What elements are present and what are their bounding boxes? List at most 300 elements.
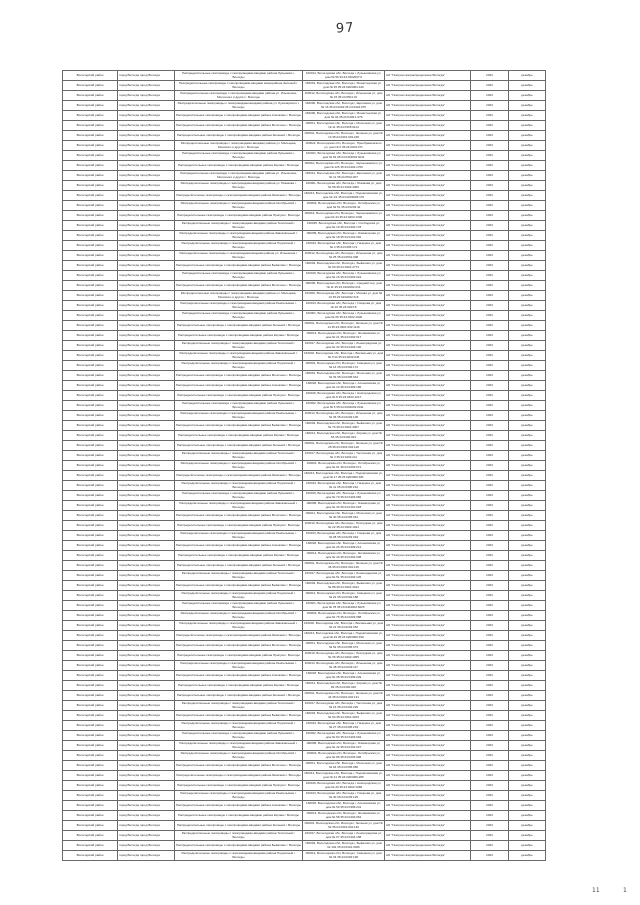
address-cell: 160004, Вологодская обл, Вологда г, Бывалово ул, дом № 88 35:24:0401:3012 [303, 581, 385, 591]
district-cell: Вологодский район [63, 301, 118, 311]
city-cell: город Вологда город Вологда [118, 611, 175, 621]
city-cell: город Вологда город Вологда [118, 681, 175, 691]
month-cell: декабрь [509, 221, 546, 231]
year-cell: 2023 [471, 671, 509, 681]
district-cell: Вологодский район [63, 381, 118, 391]
district-cell: Вологодский район [63, 641, 118, 651]
object-type-cell: Распределительные газопроводы с газопроводами-вводами района Ремсельмаш г. Вологды [175, 661, 303, 671]
month-cell: декабрь [509, 701, 546, 711]
city-cell: город Вологда город Вологда [118, 801, 175, 811]
table-row [63, 371, 546, 381]
table-row [63, 741, 546, 751]
year-cell: 2023 [471, 251, 509, 261]
year-cell: 2023 [471, 451, 509, 461]
object-type-cell: Распределительные газопроводы с газопроводами-вводами района Тепличный г. Вологды [175, 451, 303, 461]
year-cell: 2023 [471, 401, 509, 411]
address-cell: 160012, Вологодская обл, Вологда г, Щетинина ул, дом № 11 35:24:0501:007 [303, 171, 385, 181]
table-row [63, 441, 546, 451]
district-cell: Вологодский район [63, 211, 118, 221]
month-cell: декабрь [509, 721, 546, 731]
owner-cell: АО "Газпром газораспределение Вологда" [385, 701, 471, 711]
object-type-cell: Распределительные газопроводы с газопроводами-вводами района Тепличный г. Вологды [175, 831, 303, 841]
month-cell: декабрь [509, 621, 546, 631]
owner-cell: АО "Газпром газораспределение Вологда" [385, 131, 471, 141]
address-cell: 160018, Вологодская обл, Вологда г, Алешковская ул, дом № 38 35:24:0309:229 [303, 671, 385, 681]
city-cell: город Вологда город Вологда [118, 541, 175, 551]
year-cell: 2023 [471, 341, 509, 351]
table-row [63, 251, 546, 261]
table-row [63, 631, 546, 641]
table-row [63, 191, 546, 201]
object-type-cell: Распределительные газопроводы с газопроводами-вводами района Молочное г. Вологды [175, 761, 303, 771]
table-row [63, 331, 546, 341]
district-cell: Вологодский район [63, 711, 118, 721]
city-cell: город Вологда город Вологда [118, 151, 175, 161]
year-cell: 2023 [471, 711, 509, 721]
year-cell: 2023 [471, 311, 509, 321]
address-cell: 160014, Вологодская обл, Вологда г, Зосимовская ул, дом № 58 35:24:0402:054 [303, 811, 385, 821]
object-type-cell: Распределительные газопроводы с газопроводами-вводами района ул. Луначарского г. Вологды [175, 101, 303, 111]
table-row [63, 111, 546, 121]
table-row [63, 471, 546, 481]
owner-cell: АО "Газпром газораспределение Вологда" [385, 451, 471, 461]
district-cell: Вологодский район [63, 601, 118, 611]
year-cell: 2023 [471, 571, 509, 581]
month-cell: декабрь [509, 641, 546, 651]
year-cell: 2023 [471, 191, 509, 201]
month-cell: декабрь [509, 361, 546, 371]
year-cell: 2023 [471, 291, 509, 301]
table-row [63, 841, 546, 851]
table-row [63, 281, 546, 291]
month-cell: декабрь [509, 851, 546, 861]
year-cell: 2023 [471, 561, 509, 571]
year-cell: 2023 [471, 781, 509, 791]
city-cell: город Вологда город Вологда [118, 471, 175, 481]
city-cell: город Вологда город Вологда [118, 241, 175, 251]
address-cell: 160018, Вологодская обл, Вологда г, Алешковская ул, дом № 26 35:24:0309:214 [303, 541, 385, 551]
district-cell: Вологодский район [63, 421, 118, 431]
year-cell: 2023 [471, 771, 509, 781]
city-cell: город Вологда город Вологда [118, 741, 175, 751]
object-type-cell: Распределительные газопроводы с газопроводами-вводами района ул. Мальцева, Мохового и других г. Вологды [175, 291, 303, 301]
address-cell: 160009, Вологодская обл, Вологда г, Элеваторная ул, дом № 30 35:24:0101:018 [303, 501, 385, 511]
object-type-cell: Распределительные газопроводы с газопроводами-вводами района Кирова г. Вологды [175, 161, 303, 171]
owner-cell: АО "Газпром газораспределение Вологда" [385, 391, 471, 401]
city-cell: город Вологда город Вологда [118, 721, 175, 731]
month-cell: декабрь [509, 421, 546, 431]
object-type-cell: Распределительные газопроводы с газопроводами-вводами района Прилуки г. Вологды [175, 211, 303, 221]
table-row [63, 301, 546, 311]
district-cell: Вологодский район [63, 361, 118, 371]
table-row [63, 131, 546, 141]
owner-cell: АО "Газпром газораспределение Вологда" [385, 561, 471, 571]
year-cell: 2023 [471, 331, 509, 341]
year-cell: 2023 [471, 661, 509, 671]
city-cell: город Вологда город Вологда [118, 551, 175, 561]
district-cell: Вологодский район [63, 201, 118, 211]
city-cell: город Вологда город Вологда [118, 821, 175, 831]
month-cell: декабрь [509, 111, 546, 121]
district-cell: Вологодский район [63, 271, 118, 281]
district-cell: Вологодский район [63, 561, 118, 571]
year-cell: 2023 [471, 651, 509, 661]
address-cell: 160035, Вологодская обл, Вологда г, Слободская ул, дом № 19 35:24:0304:178 [303, 221, 385, 231]
object-type-cell: Распределительные газопроводы с газопроводами-вводами района Зеленый г. Вологды [175, 441, 303, 451]
year-cell: 2023 [471, 101, 509, 111]
table-row [63, 141, 546, 151]
object-type-cell: Распределительные газопроводы с газопроводами-вводами района Лукьяново г. Вологды [175, 311, 303, 321]
address-cell: 160000, Вологодская обл, Вологда г, Мохова ул, дом № 13 35:24:0102002:216 [303, 291, 385, 301]
year-cell: 2023 [471, 261, 509, 271]
owner-cell: АО "Газпром газораспределение Вологда" [385, 601, 471, 611]
owner-cell: АО "Газпром газораспределение Вологда" [385, 321, 471, 331]
city-cell: город Вологда город Вологда [118, 201, 175, 211]
city-cell: город Вологда город Вологда [118, 501, 175, 511]
table-row [63, 711, 546, 721]
object-type-cell: Распределительные газопроводы с газопроводами-вводами района Подлесный г. Вологды [175, 591, 303, 601]
city-cell: город Вологда город Вологда [118, 421, 175, 431]
table-row [63, 521, 546, 531]
object-type-cell: Распределительные газопроводы с газопроводами-вводами района Прилуки г. Вологды [175, 781, 303, 791]
object-type-cell: Распределительные газопроводы с газопроводами-вводами района Кирова г. Вологды [175, 331, 303, 341]
owner-cell: АО "Газпром газораспределение Вологда" [385, 611, 471, 621]
month-cell: декабрь [509, 611, 546, 621]
address-cell: 160022, Вологодская обл, Вологда г, Лукьяновская ул, дом № 84 35:24:0403:094 [303, 731, 385, 741]
owner-cell: АО "Газпром газораспределение Вологда" [385, 161, 471, 171]
district-cell: Вологодский район [63, 811, 118, 821]
year-cell: 2023 [471, 471, 509, 481]
month-cell: декабрь [509, 791, 546, 801]
district-cell: Вологодский район [63, 761, 118, 771]
year-cell: 2023 [471, 121, 509, 131]
table-row [63, 751, 546, 761]
city-cell: город Вологда город Вологда [118, 751, 175, 761]
owner-cell: АО "Газпром газораспределение Вологда" [385, 311, 471, 321]
city-cell: город Вологда город Вологда [118, 581, 175, 591]
district-cell: Вологодский район [63, 241, 118, 251]
owner-cell: АО "Газпром газораспределение Вологда" [385, 371, 471, 381]
address-cell: 160013, Вологодская обл, Вологда г, Подшипниковая ул, дом № 29 35:24:0203006:190 [304, 631, 383, 639]
city-cell: город Вологда город Вологда [118, 651, 175, 661]
district-cell: Вологодский район [63, 431, 118, 441]
object-type-cell: Распределительные газопроводы с газопроводами-вводами района Прилуки г. Вологды [175, 521, 303, 531]
address-cell: 160013, Вологодская обл, Вологда г, Говорова ул, дом № 16 35:24:0203:8 [303, 301, 385, 311]
object-type-cell: Распределительные газопроводы с газопроводами-вводами района Яковлево г. Вологды [175, 191, 303, 201]
city-cell: город Вологда город Вологда [118, 701, 175, 711]
table-row [63, 121, 546, 131]
owner-cell: АО "Газпром газораспределение Вологда" [385, 81, 471, 91]
owner-cell: АО "Газпром газораспределение Вологда" [385, 411, 471, 421]
table-row [63, 541, 546, 551]
city-cell: город Вологда город Вологда [118, 621, 175, 631]
district-cell: Вологодский район [63, 721, 118, 731]
city-cell: город Вологда город Вологда [118, 271, 175, 281]
year-cell: 2023 [471, 171, 509, 181]
owner-cell: АО "Газпром газораспределение Вологда" [385, 111, 471, 121]
owner-cell: АО "Газпром газораспределение Вологда" [385, 471, 471, 481]
owner-cell: АО "Газпром газораспределение Вологда" [385, 761, 471, 771]
owner-cell: АО "Газпром газораспределение Вологда" [385, 831, 471, 841]
year-cell: 2023 [471, 381, 509, 391]
owner-cell: АО "Газпром газораспределение Вологда" [385, 271, 471, 281]
owner-cell: АО "Газпром газораспределение Вологда" [385, 401, 471, 411]
month-cell: декабрь [509, 461, 546, 471]
footer-mark-left: 11 [592, 887, 600, 894]
month-cell: декабрь [509, 121, 546, 131]
owner-cell: АО "Газпром газораспределение Вологда" [385, 91, 471, 101]
address-cell: 160022, Вологодская обл, Вологда г, Преображенского ул, дом № 6 35:24:0403:071 [303, 141, 385, 151]
table-row [63, 161, 546, 171]
address-cell: 160012, Вологодская обл, Вологда г, Ильюшина ул, дом № 25 35:24:0501:008 [303, 251, 385, 261]
month-cell: декабрь [509, 671, 546, 681]
owner-cell: АО "Газпром газораспределение Вологда" [385, 821, 471, 831]
month-cell: декабрь [509, 181, 546, 191]
object-type-cell: Распределительные газопроводы с газопроводами-вводами района Прилуки г. Вологды [175, 391, 303, 401]
address-cell: 160017, Вологодская обл, Вологда г, Тепличная ул, дом № 15 35:24:0404:226 [303, 701, 385, 711]
address-cell: 160017, Вологодская обл, Вологда г, Ленинградская ул, дом № 67 35:24:0404:158 [303, 831, 385, 841]
table-row [63, 691, 546, 701]
city-cell: город Вологда город Вологда [118, 791, 175, 801]
owner-cell: АО "Газпром газораспределение Вологда" [385, 461, 471, 471]
month-cell: декабрь [509, 91, 546, 101]
district-cell: Вологодский район [63, 141, 118, 151]
table-row [63, 611, 546, 621]
address-cell: 160014, Вологодская обл, Вологда г, Зосимовская ул, дом № 21 35:24:0402:017 [303, 331, 385, 341]
address-cell: 160011, Вологодская обл, Вологда г, Молочная ул, дом № 40 35:24:0305:061 [303, 511, 385, 521]
month-cell: декабрь [509, 491, 546, 501]
address-cell: 160004, Вологодская обл, Вологда г, Бывалово ул, дом № 69 35:24:0401:2774 [303, 261, 385, 271]
owner-cell: АО "Газпром газораспределение Вологда" [385, 661, 471, 671]
month-cell: декабрь [509, 321, 546, 331]
district-cell: Вологодский район [63, 171, 118, 181]
address-cell: 160001, Вологодская обл, Вологда г, Лукьяновская ул, дом № 66 35:24:0102:1006 [303, 311, 385, 321]
table-row [63, 801, 546, 811]
owner-cell: АО "Газпром газораспределение Вологда" [385, 151, 471, 161]
object-type-cell: Распределительные газопроводы с газопроводами-вводами района Молочное г. Вологды [175, 121, 303, 131]
object-type-cell: Распределительные газопроводы с газопроводами-вводами района Лукьяново г. Вологды [175, 71, 303, 81]
object-type-cell: Распределительные газопроводы с газопроводами-вводами района Лукьяново г. Вологды [175, 151, 303, 161]
table-row [63, 761, 546, 771]
owner-cell: АО "Газпром газораспределение Вологда" [385, 231, 471, 241]
owner-cell: АО "Газпром газораспределение Вологда" [385, 331, 471, 341]
owner-cell: АО "Газпром газораспределение Вологда" [385, 511, 471, 521]
object-type-cell: Распределительные газопроводы с газопроводами-вводами района Лукьяново г. Вологды [175, 491, 303, 501]
month-cell: декабрь [509, 171, 546, 181]
year-cell: 2023 [471, 691, 509, 701]
owner-cell: АО "Газпром газораспределение Вологда" [385, 641, 471, 651]
district-cell: Вологодский район [63, 131, 118, 141]
owner-cell: АО "Газпром газораспределение Вологда" [385, 621, 471, 631]
month-cell: декабрь [509, 391, 546, 401]
city-cell: город Вологда город Вологда [118, 481, 175, 491]
object-type-cell: Распределительные газопроводы с газопроводами-вводами района Молочное г. Вологды [175, 281, 303, 291]
owner-cell: АО "Газпром газораспределение Вологда" [385, 571, 471, 581]
month-cell: декабрь [509, 591, 546, 601]
object-type-cell: Распределительные газопроводы с газопроводами-вводами района Бывалово г. Вологды [175, 711, 303, 721]
address-cell: 160000, Вологодская обл, Вологда г, Щетинина ул, дом № 16 35:24:0202:35 24:0304:075 [303, 101, 385, 111]
table-row [63, 311, 546, 321]
table-row [63, 731, 546, 741]
month-cell: декабрь [509, 751, 546, 761]
month-cell: декабрь [509, 811, 546, 821]
month-cell: декабрь [509, 531, 546, 541]
district-cell: Вологодский район [63, 351, 118, 361]
year-cell: 2023 [471, 421, 509, 431]
district-cell: Вологодский район [63, 511, 118, 521]
year-cell: 2023 [471, 461, 509, 471]
object-type-cell: Распределительные газопроводы с газопроводами-вводами района Зеленый г. Вологды [175, 131, 303, 141]
address-cell: 160002, Вологодская обл, Вологда г, Вокзальная ул, дом № 21 35:24:0203:052 [304, 621, 383, 629]
owner-cell: АО "Газпром газораспределение Вологда" [385, 211, 471, 221]
city-cell: город Вологда город Вологда [118, 101, 175, 111]
table-row [63, 381, 546, 391]
district-cell: Вологодский район [63, 481, 118, 491]
year-cell: 2023 [471, 371, 509, 381]
year-cell: 2023 [471, 361, 509, 371]
month-cell: декабрь [509, 601, 546, 611]
object-type-cell: Распределительные газопроводы с газопроводами-вводами района ул. Ильюшина, Молочного и других г. Вологды [175, 91, 303, 101]
object-type-cell: Распределительные газопроводы с газопроводами-вводами района Октябрьский г. Вологды [175, 751, 303, 761]
month-cell: декабрь [509, 251, 546, 261]
city-cell: город Вологда город Вологда [118, 221, 175, 231]
city-cell: город Вологда город Вологда [118, 311, 175, 321]
district-cell: Вологодский район [63, 701, 118, 711]
city-cell: город Вологда город Вологда [118, 461, 175, 471]
year-cell: 2023 [471, 581, 509, 591]
address-cell: 160014, Вологодская обл, Вологда г, Северная ул, дом № 34 35:24:0302:196 [303, 851, 385, 861]
month-cell: декабрь [509, 781, 546, 791]
month-cell: декабрь [509, 771, 546, 781]
month-cell: декабрь [509, 451, 546, 461]
address-cell: 160001, Вологодская обл, Вологда г, Зеленая ул, дом № 52 35:24:0301:004:140 [304, 821, 383, 829]
address-cell: 160004, Вологодская обл, Вологда г, Октябрьская ул, дом № 89 35:24:0203:096 [303, 751, 385, 761]
month-cell: декабрь [509, 131, 546, 141]
object-type-cell: Распределительные газопроводы с газопроводами-вводами района Бывалово г. Вологды [175, 261, 303, 271]
object-type-cell: Распределительные газопроводы с газопроводами-вводами района Прилуки г. Вологды [175, 651, 303, 661]
month-cell: декабрь [509, 551, 546, 561]
owner-cell: АО "Газпром газораспределение Вологда" [385, 221, 471, 231]
address-cell: 160014, Вологодская обл, Вологда г, Кирова ул, дом № 82 35:24:0402:046 [303, 681, 385, 691]
object-type-cell: Распределительные газопроводы с газопроводами-вводами района Завокзальный г. Вологды [175, 231, 303, 241]
table-row [63, 271, 546, 281]
address-cell: 160014, Вологодская обл, Вологда г, Гагарина ул, дом № 4 35:24:0405:174 [303, 241, 385, 251]
owner-cell: АО "Газпром газораспределение Вологда" [385, 281, 471, 291]
city-cell: город Вологда город Вологда [118, 181, 175, 191]
year-cell: 2023 [471, 741, 509, 751]
address-cell: 160012, Вологодская обл, Вологда г, Ильюшина ул, дом № 15 35:24:0501:01 [303, 91, 385, 101]
table-row [63, 811, 546, 821]
city-cell: город Вологда город Вологда [118, 491, 175, 501]
district-cell: Вологодский район [63, 781, 118, 791]
address-cell: 160002, Вологодская обл, Вологда г, Вокзальная ул, дом № 7/14 35:24:0203:046 [304, 351, 383, 359]
city-cell: город Вологда город Вологда [118, 781, 175, 791]
month-cell: декабрь [509, 571, 546, 581]
district-cell: Вологодский район [63, 471, 118, 481]
address-cell: 160013, Вологодская обл, Вологда г, Ильюшина ул, дом № 48 35:24:0203:117 [303, 661, 385, 671]
district-cell: Вологодский район [63, 491, 118, 501]
table-row [63, 91, 546, 101]
object-type-cell: Распределительные газопроводы с газопроводами-вводами района ул. Южакова г. Вологды [175, 181, 303, 191]
address-cell: 160017, Вологодская обл, Вологда г, Тепличная ул, дом № 3 35:24:0404:211 [303, 451, 385, 461]
owner-cell: АО "Газпром газораспределение Вологда" [385, 121, 471, 131]
year-cell: 2023 [471, 751, 509, 761]
address-cell: 160010, Вологодская обл, Вологда г, Чернышевского ул, дом № 125 35:24:0402:1706 [304, 161, 383, 169]
month-cell: декабрь [509, 481, 546, 491]
district-cell: Вологодский район [63, 821, 118, 831]
year-cell: 2023 [471, 551, 509, 561]
address-cell: 160009, Вологодская обл, Вологда г, Элеваторная ул, дом № 18 35:24:0101:002 [303, 231, 385, 241]
month-cell: декабрь [509, 271, 546, 281]
district-cell: Вологодский район [63, 121, 118, 131]
city-cell: город Вологда город Вологда [118, 671, 175, 681]
district-cell: Вологодский район [63, 321, 118, 331]
table-row [63, 261, 546, 271]
year-cell: 2023 [471, 201, 509, 211]
address-cell: 160014, Вологодская обл, Вологда г, Кирова ул, дом № 64 35:24:0402:023 [303, 431, 385, 441]
footer-mark-right: 1 [623, 887, 627, 894]
city-cell: город Вологда город Вологда [118, 441, 175, 451]
year-cell: 2023 [471, 211, 509, 221]
city-cell: город Вологда город Вологда [118, 131, 175, 141]
district-cell: Вологодский район [63, 801, 118, 811]
object-type-cell: Распределительные газопроводы с газопроводами-вводами района Зеленый г. Вологды [175, 561, 303, 571]
year-cell: 2023 [471, 761, 509, 771]
owner-cell: АО "Газпром газораспределение Вологда" [385, 731, 471, 741]
district-cell: Вологодский район [63, 231, 118, 241]
year-cell: 2023 [471, 281, 509, 291]
address-cell: 160018, Вологодская обл, Вологда г, Алешковская ул, дом № 50 35:24:0309:241 [303, 801, 385, 811]
year-cell: 2023 [471, 821, 509, 831]
table-row [63, 241, 546, 251]
district-cell: Вологодский район [63, 441, 118, 451]
object-type-cell: Распределительные газопроводы с газопроводами-вводами района Яковлево г. Вологды [175, 631, 303, 641]
address-cell: 160011, Вологодская обл, Вологда г, Молочная ул, дом № 52 35:24:0305:073 [303, 641, 385, 651]
address-cell: 160004, Вологодская обл, Вологда г, Октябрьская ул, дом № 51 35:24:0203:42 [303, 201, 385, 211]
city-cell: город Вологда город Вологда [118, 661, 175, 671]
month-cell: декабрь [509, 651, 546, 661]
owner-cell: АО "Газпром газораспределение Вологда" [385, 771, 471, 781]
address-cell: 160019, Вологодская обл, Вологда г, Прилуцкая ул, дом № 22 35:24:0402:1041 [303, 521, 385, 531]
month-cell: декабрь [509, 311, 546, 321]
address-cell: 160013, Вологодская обл, Вологда г, Говорова ул, дом № 40 35:24:0203:125 [303, 791, 385, 801]
month-cell: декабрь [509, 561, 546, 571]
district-cell: Вологодский район [63, 161, 118, 171]
month-cell: декабрь [509, 741, 546, 751]
year-cell: 2023 [471, 501, 509, 511]
owner-cell: АО "Газпром газораспределение Вологда" [385, 691, 471, 701]
object-type-cell: Распределительные газопроводы с газопроводами-вводами микрорайона Зеленый г. Вологды [175, 81, 303, 91]
table-row [63, 851, 546, 861]
city-cell: город Вологда город Вологда [118, 631, 175, 641]
year-cell: 2023 [471, 521, 509, 531]
object-type-cell: Распределительные газопроводы с газопроводами-вводами района Завокзальный г. Вологды [175, 351, 303, 361]
owner-cell: АО "Газпром газораспределение Вологда" [385, 711, 471, 721]
month-cell: декабрь [509, 371, 546, 381]
object-type-cell: Распределительные газопроводы с газопроводами-вводами района ул. Ильюшина, Молочного и других г. Вологды [175, 171, 303, 181]
year-cell: 2023 [471, 441, 509, 451]
month-cell: декабрь [509, 331, 546, 341]
city-cell: город Вологда город Вологда [118, 601, 175, 611]
object-type-cell: Распределительные газопроводы с газопроводами-вводами района Лукьяново г. Вологды [175, 401, 303, 411]
owner-cell: АО "Газпром газораспределение Вологда" [385, 481, 471, 491]
object-type-cell: Распределительные газопроводы с газопроводами-вводами района Алешково г. Вологды [175, 671, 303, 681]
year-cell: 2023 [471, 621, 509, 631]
object-type-cell: Распределительные газопроводы с газопроводами-вводами района Зеленый г. Вологды [175, 691, 303, 701]
month-cell: декабрь [509, 191, 546, 201]
month-cell: декабрь [509, 291, 546, 301]
district-cell: Вологодский район [63, 191, 118, 201]
